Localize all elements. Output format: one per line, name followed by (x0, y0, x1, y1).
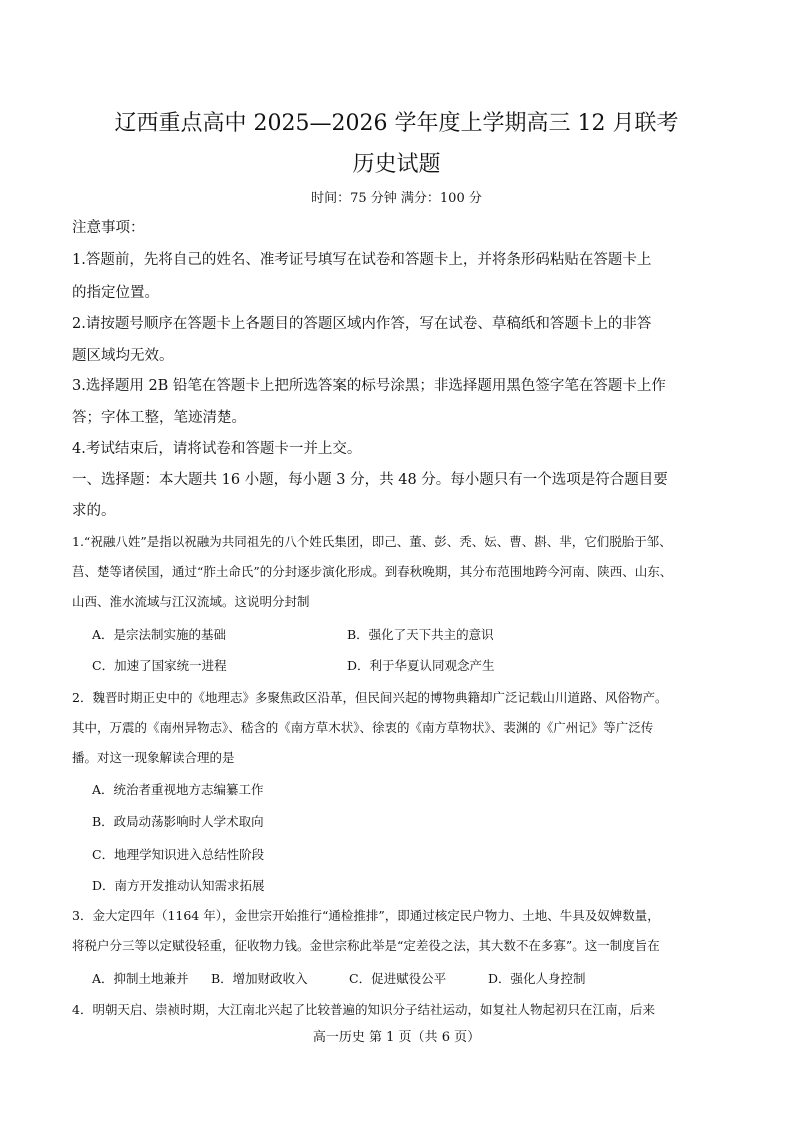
notice-line: 的指定位置。 (72, 285, 159, 301)
option-d: D．强化人身控制 (488, 971, 586, 986)
notice-heading: 注意事项： (72, 220, 145, 236)
page-footer: 高一历史 第 1 页（共 6 页） (312, 1030, 481, 1045)
option-c: C．加速了国家统一进程 (92, 658, 227, 673)
question-text: 莒、楚等诸侯国，通过“胙土命氏”的分封逐步演化形成。到春秋晚期，其分布范围地跨今河南、陕西、山东、 (72, 564, 673, 579)
section-heading: 一、选择题：本大题共 16 小题，每小题 3 分，共 48 分。每小题只有一个选项是符合题目要 (72, 472, 668, 488)
notice-line: 3.选择题用 2B 铅笔在答题卡上把所选答案的标号涂黑；非选择题用黑色签字笔在答题卡上作 (72, 378, 666, 394)
option-d: D．利于华夏认同观念产生 (347, 658, 495, 673)
option-b: B．强化了天下共主的意识 (347, 627, 494, 642)
option-b: B．政局动荡影响时人学术取向 (92, 814, 264, 829)
question-text: 播。对这一现象解读合理的是 (72, 750, 235, 765)
exam-title: 辽西重点高中 2025—2026 学年度上学期高三 12 月联考 (114, 111, 679, 136)
option-a: A．统治者重视地方志编纂工作 (92, 782, 264, 797)
question-text: 1.“祝融八姓”是指以祝融为共同祖先的八个姓氏集团，即己、董、彭、秃、妘、曹、斟、芈，它们脱胎于邹、 (72, 534, 672, 549)
time-score-info: 时间：75 分钟 满分：100 分 (311, 191, 482, 206)
option-a: A．是宗法制实施的基础 (92, 627, 227, 642)
section-heading: 求的。 (72, 503, 116, 519)
option-c: C．促进赋役公平 (349, 971, 447, 986)
notice-line: 1.答题前，先将自己的姓名、准考证号填写在试卷和答题卡上，并将条形码粘贴在答题卡上 (72, 252, 652, 268)
notice-line: 题区域均无效。 (72, 348, 174, 364)
question-text: 其中，万震的《南州异物志》、嵇含的《南方草木状》、徐衷的《南方草物状》、裴渊的《广州记》等广泛传 (72, 720, 654, 735)
option-b: B．增加财政收入 (211, 971, 308, 986)
question-text: 2．魏晋时期正史中的《地理志》多聚焦政区沿革，但民间兴起的博物典籍却广泛记载山川道路、风俗物产。 (72, 690, 668, 705)
subject-title: 历史试题 (352, 152, 441, 177)
notice-line: 答；字体工整，笔迹清楚。 (72, 410, 246, 426)
notice-line: 4.考试结束后，请将试卷和答题卡一并上交。 (72, 441, 362, 457)
question-text: 4．明朝天启、崇祯时期，大江南北兴起了比较普遍的知识分子结社运动，如复社人物起初只在江南，后来 (72, 1002, 655, 1017)
option-d: D．南方开发推动认知需求拓展 (92, 878, 265, 893)
question-text: 将税户分三等以定赋役轻重，征收物力钱。金世宗称此举是“定差役之法，其大数不在多寡”。这一制度旨在 (72, 938, 660, 953)
question-text: 3．金大定四年（1164 年），金世宗开始推行“通检推排”，即通过核定民户物力、土地、牛具及奴婢数量， (72, 908, 660, 923)
option-c: C．地理学知识进入总结性阶段 (92, 847, 265, 862)
notice-line: 2.请按题号顺序在答题卡上各题目的答题区域内作答，写在试卷、草稿纸和答题卡上的非答 (72, 316, 652, 332)
question-text: 山西、淮水流域与江汉流域。这说明分封制 (72, 594, 310, 609)
option-a: A．抑制土地兼并 (92, 971, 189, 986)
